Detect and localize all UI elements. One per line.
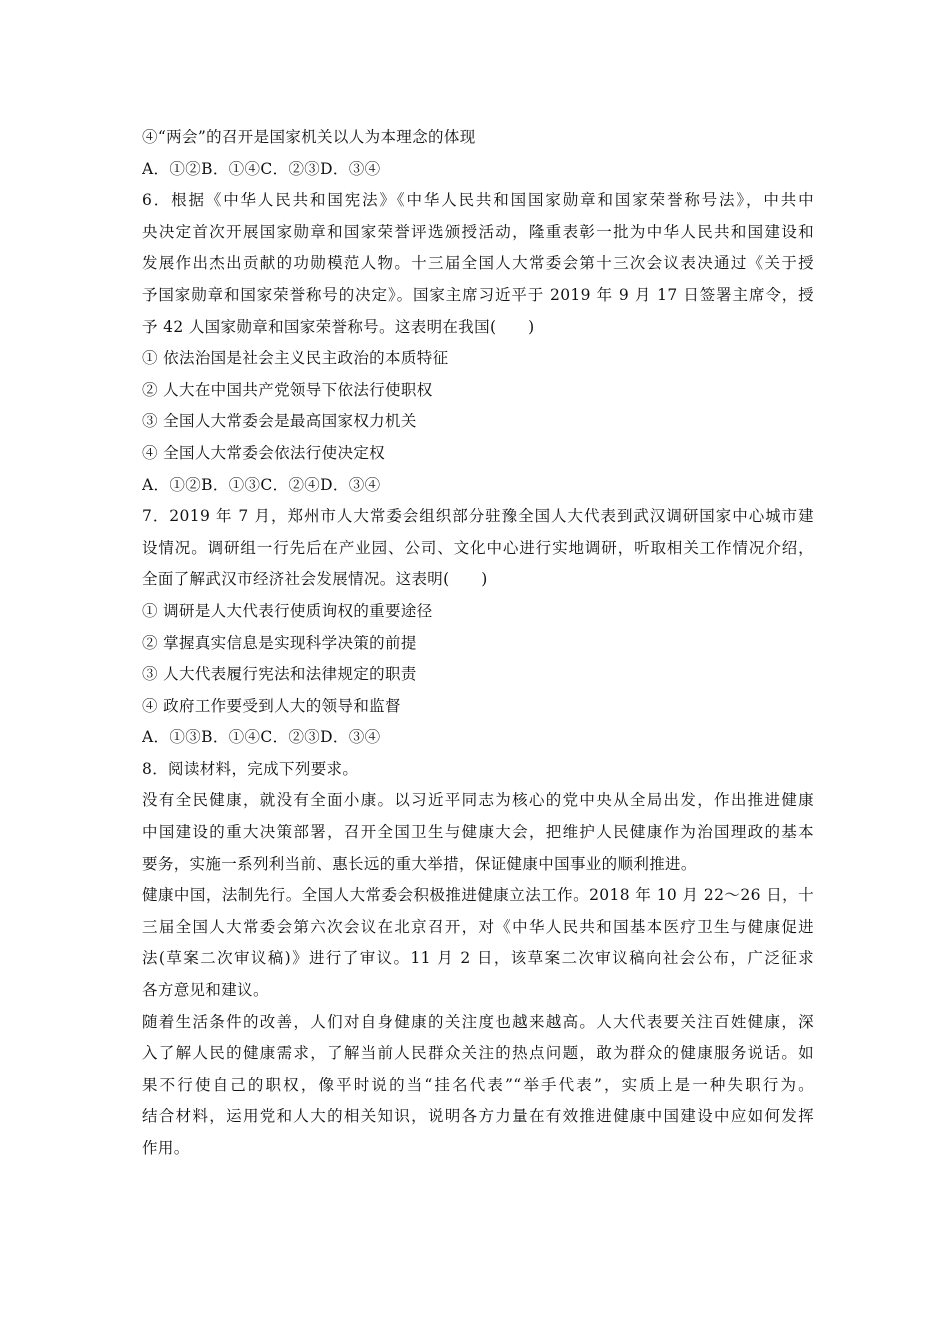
material-2-line-2: 三届全国人大常委会第六次会议在北京召开，对《中华人民共和国基本医疗卫生与健康促进 [142,917,814,936]
answer-choices-q7: A．①③B．①④C．②③D．③④ [142,728,381,747]
q7-option-2: ② 掌握真实信息是实现科学决策的前提 [142,633,417,652]
question-6-line-1: 6．根据《中华人民共和国宪法》《中华人民共和国国家勋章和国家荣誉称号法》，中共中 [142,191,814,210]
question-7-line-3: 全面了解武汉市经济社会发展情况。这表明( ) [142,570,488,589]
q6-option-2: ② 人大在中国共产党领导下依法行使职权 [142,380,433,399]
question-6-line-5: 予 42 人国家勋章和国家荣誉称号。这表明在我国( ) [142,317,535,336]
material-2-line-4: 各方意见和建议。 [142,981,269,1000]
material-3-line-3: 果不行使自己的职权，像平时说的当“挂名代表”“举手代表”，实质上是一种失职行为。 [142,1075,814,1094]
option-4-line: ④“两会”的召开是国家机关以人为本理念的体现 [142,128,476,146]
material-2-line-3: 法(草案二次审议稿)》进行了审议。11 月 2 日，该草案二次审议稿向社会公布，广泛征求 [142,949,814,968]
question-6-line-2: 央决定首次开展国家勋章和国家荣誉评选颁授活动，隆重表彰一批为中华人民共和国建设和 [142,222,814,241]
q7-option-1: ① 调研是人大代表行使质询权的重要途径 [142,601,433,620]
q6-option-1: ① 依法治国是社会主义民主政治的本质特征 [142,349,449,368]
answer-choices-q6: A．①②B．①③C．②④D．③④ [142,475,381,494]
material-1-line-3: 要务，实施一系列利当前、惠长远的重大举措，保证健康中国事业的顺利推进。 [142,854,697,873]
question-8-prompt-line-1: 结合材料，运用党和人大的相关知识，说明各方力量在有效推进健康中国建设中应如何发挥 [142,1107,814,1126]
material-3-line-1: 随着生活条件的改善，人们对自身健康的关注度也越来越高。人大代表要关注百姓健康，深 [142,1012,814,1031]
q6-option-3: ③ 全国人大常委会是最高国家权力机关 [142,412,417,431]
material-2-line-1: 健康中国，法制先行。全国人大常委会积极推进健康立法工作。2018 年 10 月 22～26 日，十 [142,886,814,905]
q7-option-3: ③ 人大代表履行宪法和法律规定的职责 [142,665,417,684]
material-1-line-2: 中国建设的重大决策部署，召开全国卫生与健康大会，把维护人民健康作为治国理政的基本 [142,823,814,842]
question-6-line-4: 予国家勋章和国家荣誉称号的决定》。国家主席习近平于 2019 年 9 月 17 日签署主席令，授 [142,285,814,304]
q7-option-4: ④ 政府工作要受到人大的领导和监督 [142,696,401,715]
question-7-line-2: 设情况。调研组一行先后在产业园、公司、文化中心进行实地调研，听取相关工作情况介绍， [142,538,814,557]
question-8-heading: 8．阅读材料，完成下列要求。 [142,759,359,778]
question-7-line-1: 7．2019 年 7 月，郑州市人大常委会组织部分驻豫全国人大代表到武汉调研国家中心城市建 [142,507,814,526]
q6-option-4: ④ 全国人大常委会依法行使决定权 [142,443,386,462]
material-1-line-1: 没有全民健康，就没有全面小康。以习近平同志为核心的党中央从全局出发，作出推进健康 [142,791,814,810]
document-page [142,122,814,1165]
material-3-line-2: 入了解人民的健康需求，了解当前人民群众关注的热点问题，敢为群众的健康服务说话。如 [142,1044,814,1063]
answer-choices-q5: A．①②B．①④C．②③D．③④ [142,159,381,178]
question-8-prompt-line-2: 作用。 [142,1139,190,1157]
question-6-line-3: 发展作出杰出贡献的功勋模范人物。十三届全国人大常委会第十三次会议表决通过《关于授 [142,254,814,273]
